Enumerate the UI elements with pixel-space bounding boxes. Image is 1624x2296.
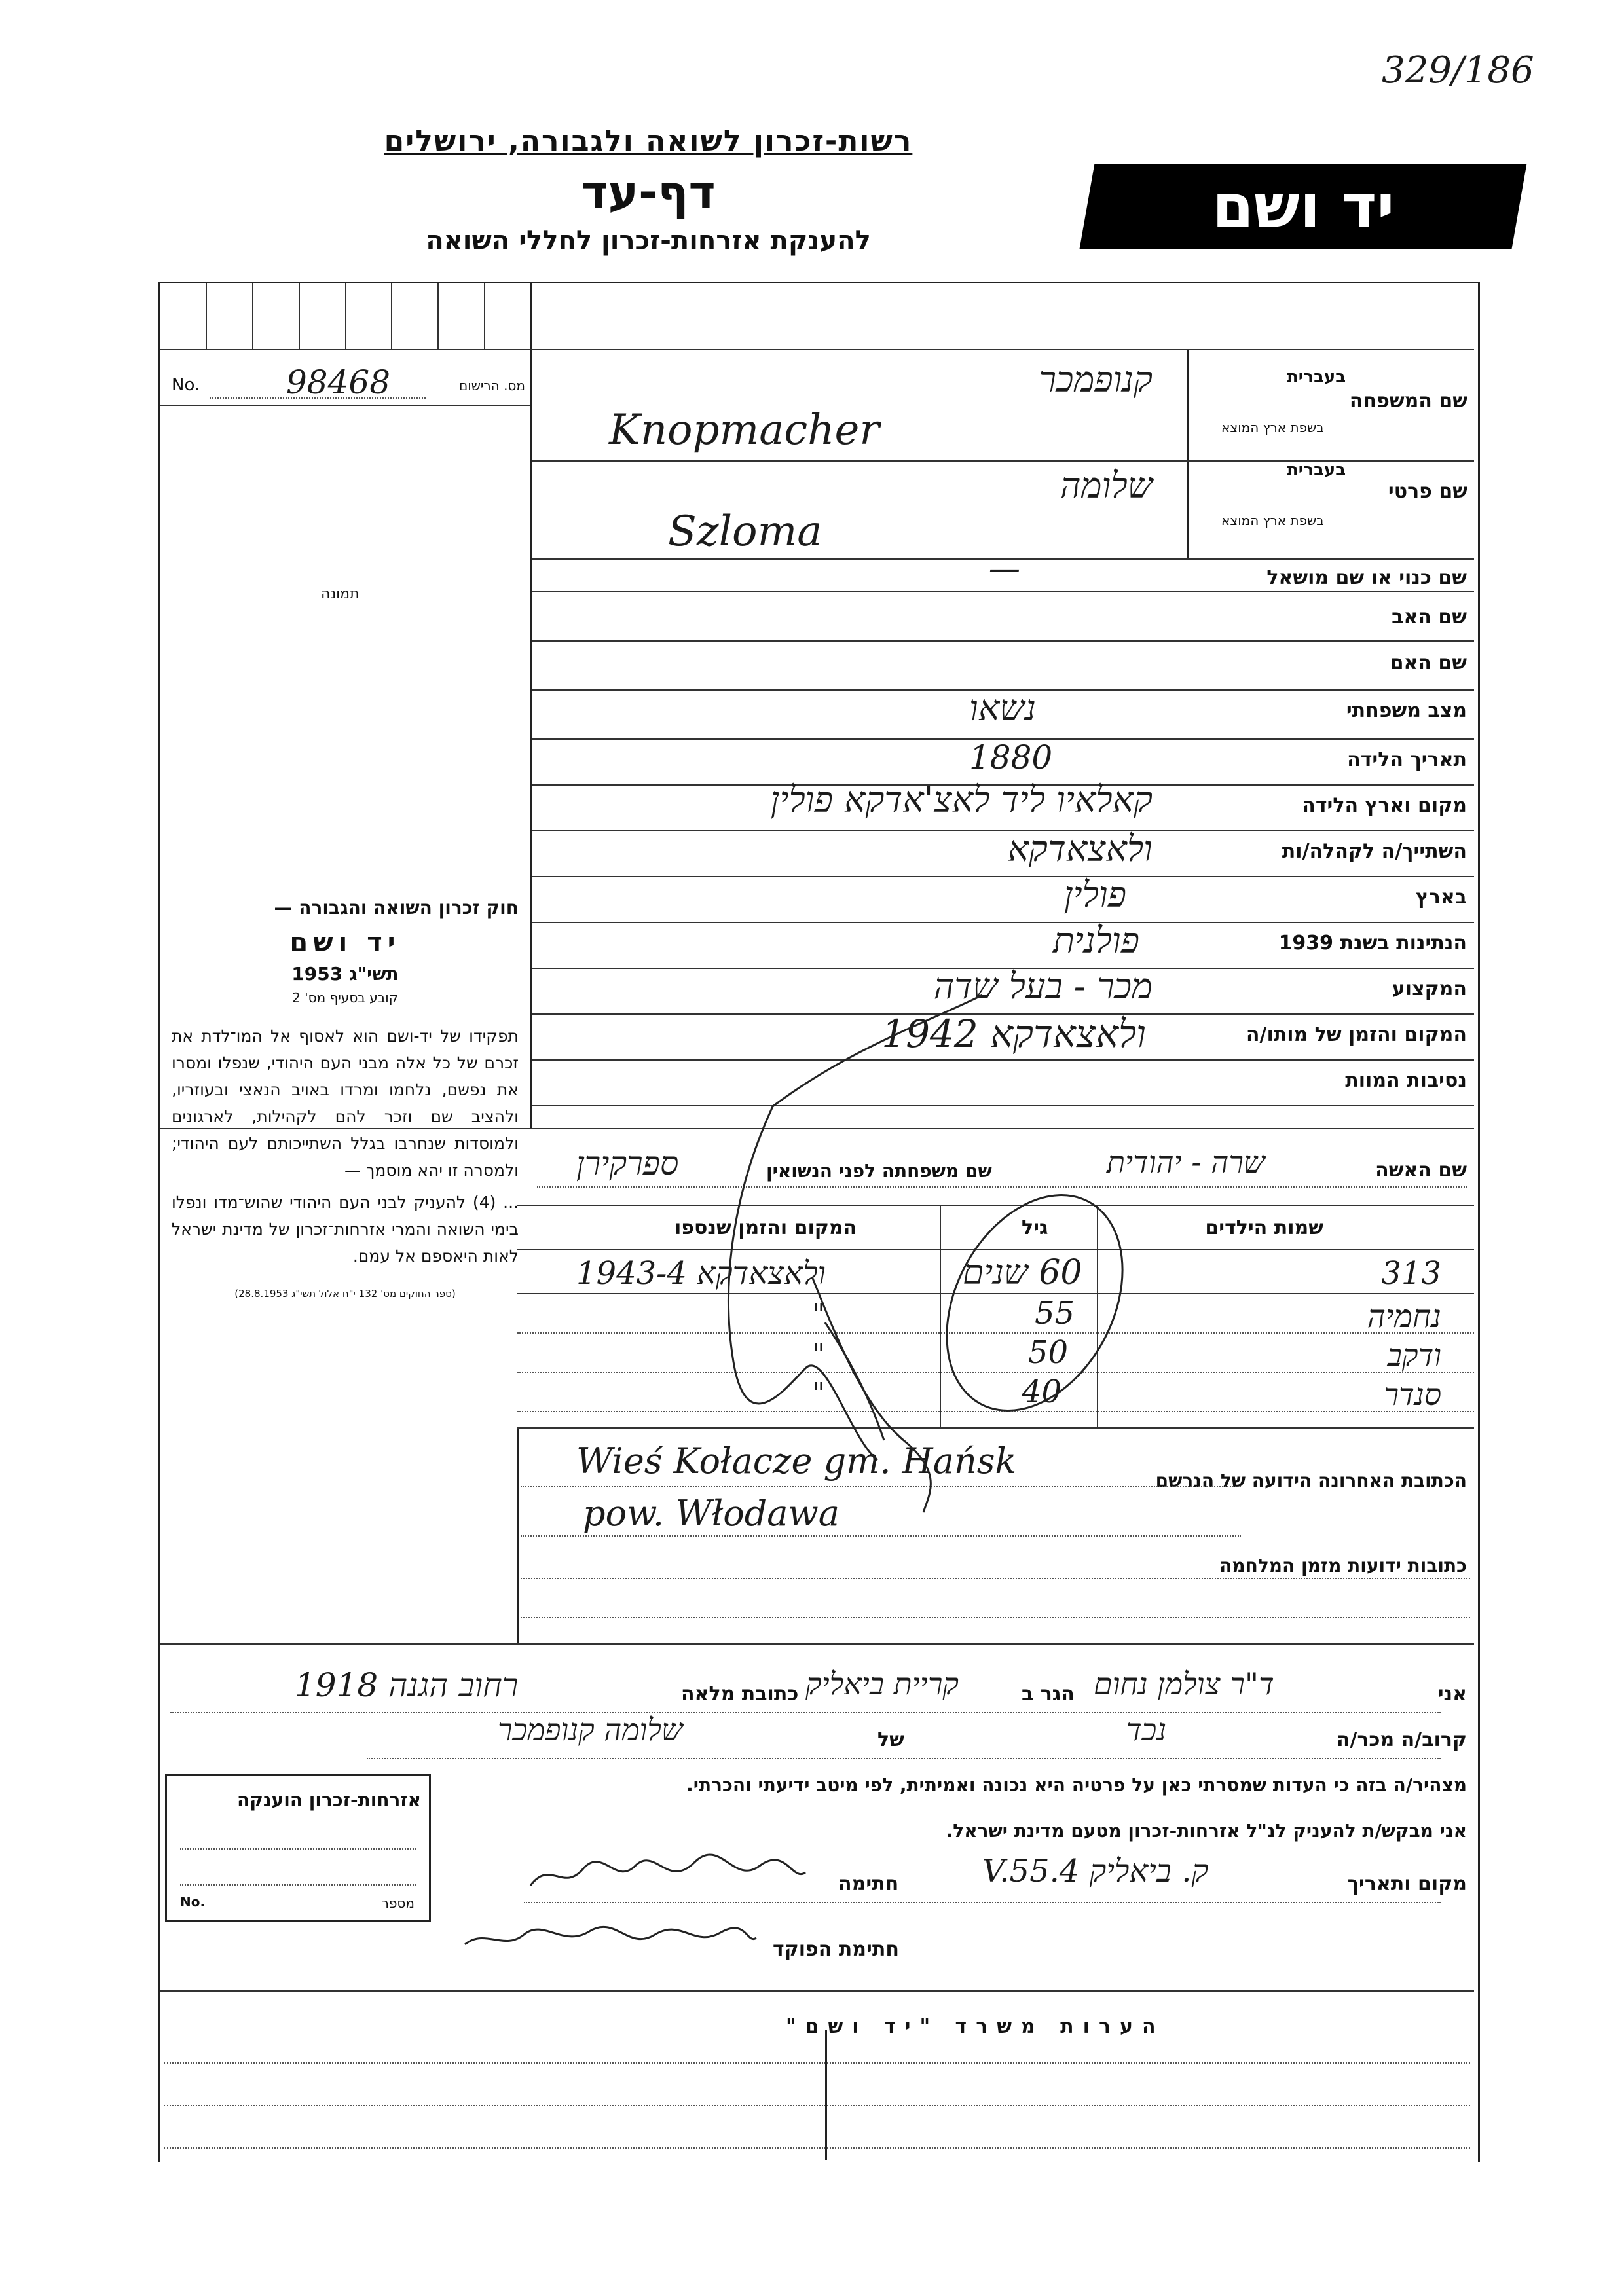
wife-label: שם האשה [1375,1159,1467,1182]
nickname-value: — [989,550,1020,587]
surname-hebrew-value: קנופמכר [1039,359,1153,400]
death-value: ולאצאדקא 1942 [881,1011,1146,1056]
citizenship-value: פולנית [1052,920,1139,961]
death-cause-label: נסיבות המוות [1345,1069,1467,1092]
address-line-1: Wieś Kołacze gm. Hańsk [576,1440,1017,1482]
surname-label: שם המשפחה [1349,390,1467,412]
remarks-title: הערות משרד "יד ושם" [786,2015,1165,2038]
birthplace-label: מקום וארץ הלידה [1302,794,1467,817]
maiden-name-value: ספרקירן [576,1144,679,1182]
marital-value: נשאו [969,687,1037,729]
law-clause: קובע בסעיף מס' 2 [292,990,398,1006]
full-address-value: רחוב הגנה 1918 [295,1666,519,1704]
law-para-2: ... (4) להעניק לבני העם היהודי שהוש־מדו ונפלו בימי השואה והמרי אזרחות־זכרון של מדינת ישראל לאות היאספם אל עמם. [172,1193,519,1266]
grant-no-en: No. [180,1894,206,1910]
official-signature-label: חתימת הפוקד [773,1938,899,1961]
surname-heb-sub: בעברית [1287,367,1346,387]
citizenship-label: הנתינות בשנת 1939 [1278,932,1467,955]
authority-name: רשות-זכרון לשואה ולגבורה, ירושלים [384,124,913,158]
firstname-label: שם פרטי [1388,480,1467,503]
grant-no-he: מספר [381,1895,415,1911]
child-age: 50 [1028,1334,1069,1371]
country-label: בארץ [1415,886,1467,909]
reg-no-en: No. [172,375,200,395]
address-line-2: pow. Włodawa [583,1493,840,1534]
full-address-label: כתובת מלאה [681,1683,799,1705]
firstname-heb-sub: בעברית [1287,460,1346,480]
wife-value: שרה - יהודית [1107,1144,1265,1180]
birthdate-label: תאריך הלידה [1347,748,1467,771]
child-name: 313 [1381,1255,1441,1292]
of-label: של [877,1728,904,1751]
birthdate-value: 1880 [969,738,1053,776]
wartime-address-label: כתובות ידועות מזמן המלחמה [1219,1555,1467,1576]
declarant-city: קריית ביאליק [805,1666,959,1702]
firstname-origin-value: Szloma [668,507,822,556]
form-title: דף-עד [581,166,716,219]
child-age: 55 [1035,1295,1075,1332]
reg-no-he: מס. הרישום [459,378,525,393]
place-date-value: ק. ביאליק 4.V.55 [982,1853,1209,1889]
place-date-label: מקום ותאריך [1347,1872,1467,1895]
profession-value: מכר - בעל שדה [933,966,1153,1007]
father-label: שם האב [1392,606,1467,629]
birthplace-value: קאלאיו ליד לאצ'אדקא פולין [770,779,1153,820]
child-name: ודקב [1387,1338,1441,1373]
declaration-i-label: אני [1437,1683,1467,1705]
child-place: " [812,1298,826,1332]
firstname-origin-sub: בשפת ארץ המוצא [1221,513,1324,528]
firstname-hebrew-value: שלומה [1060,465,1153,506]
child-age: 60 שנים [963,1253,1082,1292]
logo-text: יד ושם [1211,171,1395,242]
of-value: שלומה קנופמכר [498,1712,683,1747]
grant-box-title: אזרחות-זכרון הוענקה [237,1789,421,1811]
death-label: המקום והזמן של מותו/ה [1246,1023,1467,1046]
nickname-label: שם כנוי או שם מושאל [1266,566,1467,589]
surname-origin-sub: בשפת ארץ המוצא [1221,420,1324,435]
archive-number: 329/186 [1382,49,1534,92]
law-name: יד ושם [289,928,401,958]
relation-value: נכד [1126,1712,1167,1747]
law-ref: (ספר החוקים מס' 132 י"ח אלול תשי"ג 28.8.1953) [234,1288,456,1300]
mother-label: שם האם [1390,651,1467,674]
child-age: 40 [1022,1374,1062,1410]
children-name-header: שמות הילדים [1205,1216,1323,1239]
form-subtitle: להענקת אזרחות-זכרון לחללי השואה [426,226,871,256]
photo-label: תמונה [321,586,360,602]
child-place: ולאצאדקא 1943-4 [576,1255,826,1292]
child-name: נחמיה [1367,1298,1441,1335]
statement-1: מצהיר/ה בזה כי העדות שמסרתי כאן על פרטיה היא נכונה ואמיתית, לפי מיטב ידיעתי והכרתי. [686,1774,1467,1796]
child-name: סנדר [1384,1377,1441,1412]
children-age-header: גיל [1022,1216,1048,1239]
profession-label: המקצוע [1392,977,1467,1000]
reg-number: 98468 [286,363,391,401]
community-value: ולאצאדקא [1007,828,1153,869]
resides-label: הגר ב [1022,1683,1075,1705]
law-para-1: תפקידו של יד-ושם הוא לאסוף אל המו־לדת את זכרם של כל אלה מבני העם היהודי, שנפלו ומסרו את נפשם, נלחמו ומרדו באויב הנאצי ובעוזריו, ולהציב שם וזכר להם לקהילות, לארגונים ולמוסדות שנחרבו בגלל השתייכותם לעם היהודי; ולמסרה זו יהא מוסמך — [172,1027,519,1180]
relative-label: קרוב/ה מכר/ה [1336,1728,1467,1751]
statement-2: אני מבקש/ת להעניק לנ"ל אזרחות-זכרון מטעם מדינת ישראל. [946,1820,1467,1842]
child-place: " [812,1377,826,1410]
declarant-name: ד"ר צולמן נחום [1094,1666,1274,1702]
law-year: תשי"ג 1953 [291,963,399,985]
last-address-label: הכתובת האחרונה הידועה של הנרשם [1155,1470,1467,1491]
signature-label: חתימה [838,1872,899,1895]
country-value: פולין [1063,874,1126,915]
community-label: השתייך/ה לקהלה/ות [1282,840,1467,863]
children-place-header: המקום והזמן שנספו [674,1216,857,1239]
marital-label: מצב משפחתי [1346,699,1467,722]
surname-origin-value: Knopmacher [609,406,879,454]
maiden-name-label: שם משפחתה לפני הנשואין [766,1160,992,1182]
law-title: חוק זכרון השואה והגבורה — [274,897,519,919]
child-place: " [812,1338,826,1371]
